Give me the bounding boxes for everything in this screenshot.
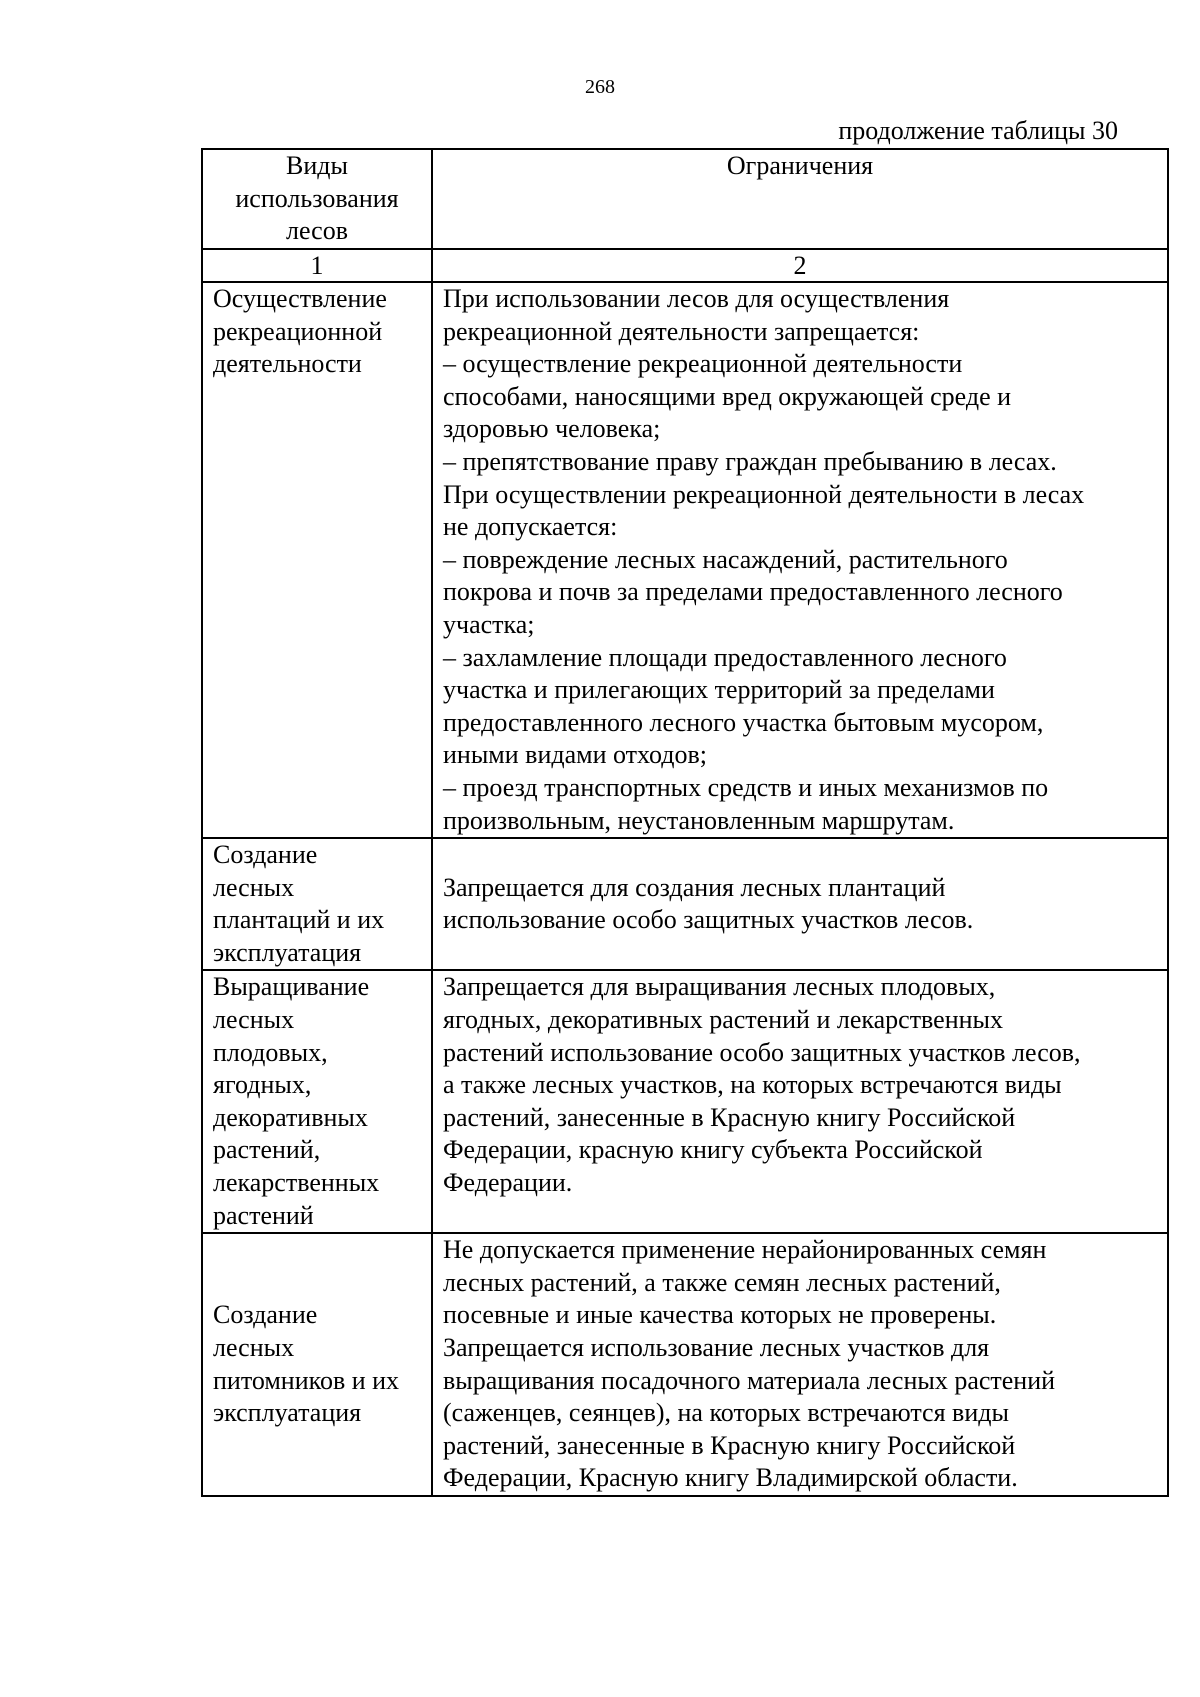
page-number: 268 — [585, 76, 615, 98]
row-forest-use-type — [202, 838, 432, 970]
cell-line: не допускается: — [443, 512, 618, 542]
cell-line: растений, — [213, 1135, 321, 1165]
cell-line: предоставленного лесного участка бытовым мусором, — [443, 707, 1044, 737]
cell-line: Федерации, Красную книгу Владимирской области. — [443, 1463, 1018, 1493]
cell-line: питомников и их — [213, 1365, 400, 1395]
cell-line: покрова и почв за пределами предоставленного лесного — [443, 577, 1063, 607]
cell-line: – повреждение лесных насаждений, растительного — [443, 544, 1008, 574]
column-number-row — [202, 249, 1168, 282]
cell-line: Федерации. — [443, 1168, 573, 1198]
cell-line: здоровью человека; — [443, 414, 661, 444]
cell-line: произвольным, неустановленным маршрутам. — [443, 805, 955, 835]
cell-line: использование особо защитных участков лесов. — [443, 905, 974, 935]
row-restrictions — [432, 838, 1168, 970]
cell-line: Создание — [213, 840, 318, 870]
cell-line: Осуществление — [213, 284, 387, 313]
cell-line: плодовых, — [213, 1037, 328, 1067]
row-restrictions — [432, 1233, 1168, 1496]
cell-line: Запрещается использование лесных участков для — [443, 1333, 990, 1362]
cell-line: выращивания посадочного материала лесных растений — [443, 1365, 1056, 1395]
header-line: Виды — [286, 151, 348, 180]
cell-line: Запрещается для выращивания лесных плодовых, — [443, 972, 996, 1002]
cell-line: рекреационной — [213, 316, 383, 346]
cell-line: Запрещается для создания лесных плантаций — [443, 872, 946, 902]
cell-line: лесных — [213, 1005, 295, 1035]
cell-line: участка и прилегающих территорий за пределами — [443, 675, 995, 705]
table-row — [202, 282, 1168, 838]
cell-line: эксплуатация — [213, 1398, 362, 1428]
cell-line: деятельности — [213, 349, 362, 379]
table-continuation-caption: продолжение таблицы 30 — [838, 116, 1118, 145]
cell-line: а также лесных участков, на которых встречаются виды — [443, 1070, 1062, 1100]
cell-line: Создание — [213, 1300, 318, 1330]
cell-line: При использовании лесов для осуществления — [443, 284, 950, 313]
cell-line: лесных — [213, 872, 295, 902]
cell-line: ягодных, декоративных растений и лекарственных — [443, 1005, 1004, 1035]
restrictions-table — [201, 148, 1169, 1497]
cell-line: – захламление площади предоставленного лесного — [443, 642, 1007, 672]
cell-line: участка; — [443, 609, 535, 639]
header-line: использования — [235, 183, 399, 213]
header-forest-use-types — [202, 149, 432, 249]
header-restrictions: Ограничения — [432, 149, 1168, 249]
cell-line: эксплуатация — [213, 937, 362, 967]
cell-line: ягодных, — [213, 1070, 312, 1100]
cell-line: лекарственных — [213, 1168, 380, 1198]
cell-line: растений — [213, 1200, 314, 1230]
header-line: лесов — [286, 216, 348, 246]
cell-line: – осуществление рекреационной деятельности — [443, 349, 963, 379]
cell-line: иными видами отходов; — [443, 740, 707, 770]
cell-line: рекреационной деятельности запрещается: — [443, 316, 920, 346]
cell-line: Федерации, красную книгу субъекта Российской — [443, 1135, 983, 1165]
table-row — [202, 838, 1168, 970]
cell-line: Не допускается применение нерайонированных семян — [443, 1235, 1047, 1265]
row-restrictions — [432, 282, 1168, 838]
row-forest-use-type — [202, 282, 432, 838]
cell-line: декоративных — [213, 1102, 368, 1132]
cell-line: способами, наносящими вред окружающей среде и — [443, 381, 1012, 411]
table-header-row — [202, 149, 1168, 249]
row-forest-use-type — [202, 1233, 432, 1496]
row-forest-use-type — [202, 970, 432, 1233]
cell-line: При осуществлении рекреационной деятельности в лесах — [443, 479, 1085, 509]
row-restrictions — [432, 970, 1168, 1233]
column-number-2: 2 — [432, 249, 1168, 282]
cell-line: – проезд транспортных средств и иных механизмов по — [443, 772, 1049, 802]
cell-line: лесных растений, а также семян лесных растений, — [443, 1267, 1001, 1297]
cell-line: лесных — [213, 1333, 295, 1362]
table-row — [202, 970, 1168, 1233]
cell-line: – препятствование праву граждан пребыванию в лесах. — [443, 446, 1057, 476]
cell-line: (саженцев, сеянцев), на которых встречаются виды — [443, 1398, 1009, 1428]
cell-line: плантаций и их — [213, 905, 385, 935]
cell-line: растений, занесенные в Красную книгу Российской — [443, 1430, 1016, 1460]
cell-line: растений использование особо защитных участков лесов, — [443, 1037, 1081, 1067]
cell-line: Выращивание — [213, 972, 370, 1002]
column-number-1: 1 — [202, 249, 432, 282]
table-row — [202, 1233, 1168, 1496]
cell-line: растений, занесенные в Красную книгу Российской — [443, 1102, 1016, 1132]
cell-line: посевные и иные качества которых не проверены. — [443, 1300, 997, 1330]
